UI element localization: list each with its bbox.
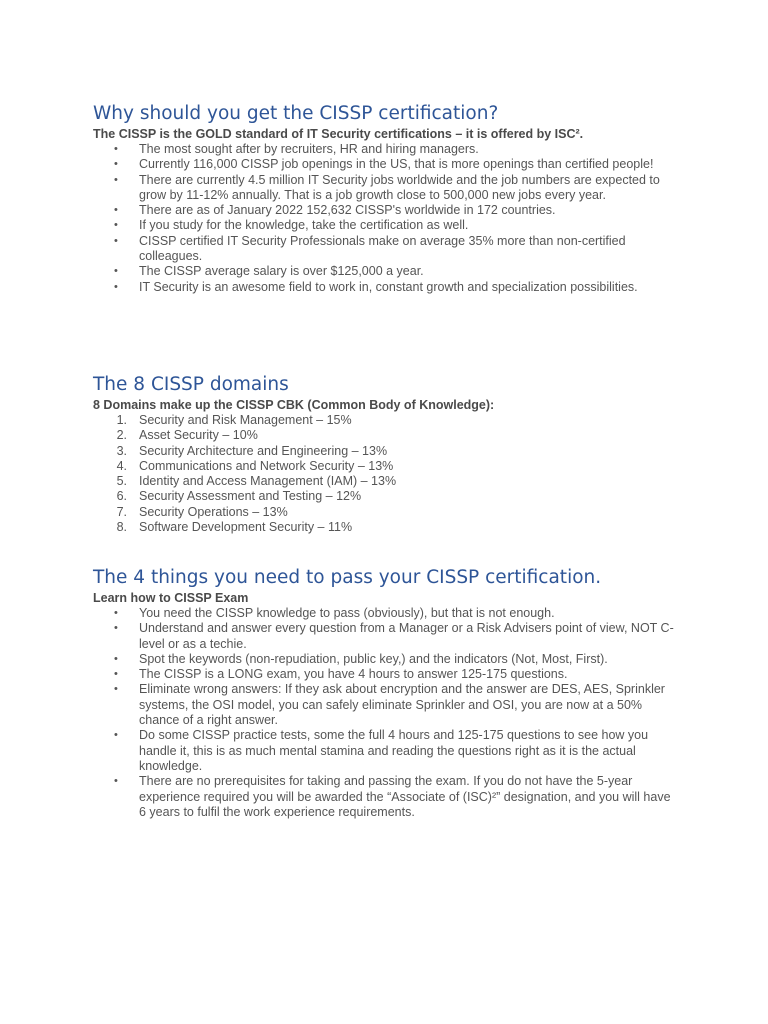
bullet-icon: • xyxy=(114,683,118,696)
section-heading: The 4 things you need to pass your CISSP certification. xyxy=(93,567,602,588)
bullet-list xyxy=(93,142,693,295)
list-item-text: Eliminate wrong answers: If they ask about encryption and the answer are DES, AES, Sprinkler systems, the OSI model, you can safely eliminate Sprinkler and OSI, you are now at a 50% chance of a right answer. xyxy=(139,682,665,728)
bullet-icon: • xyxy=(114,668,118,681)
numbered-list xyxy=(93,413,693,535)
list-number: 4. xyxy=(116,458,127,473)
list-item-text: Security Assessment and Testing – 12% xyxy=(139,489,362,504)
list-item-text: Software Development Security – 11% xyxy=(139,520,353,535)
list-item-text: There are no prerequisites for taking and passing the exam. If you do not have the 5-year experience required you will be awarded the “Associate of (ISC)²” designation, and you will have 6 years to fulfil the work experience requirements. xyxy=(139,774,671,819)
section-lead: 8 Domains make up the CISSP CBK (Common Body of Knowledge): xyxy=(93,398,495,412)
list-item xyxy=(93,173,675,204)
bullet-icon: • xyxy=(114,652,118,665)
list-item xyxy=(93,474,675,489)
list-item-text: Communications and Network Security – 13% xyxy=(139,458,394,473)
list-item-text: There are currently 4.5 million IT Security jobs worldwide and the job numbers are expected to grow by 11-12% annually. That is a job growth close to 500,000 new jobs every year. xyxy=(139,172,660,202)
bullet-list xyxy=(93,606,693,820)
list-item-text: Asset Security – 10% xyxy=(139,428,258,443)
list-number: 8. xyxy=(116,520,127,535)
list-item xyxy=(93,728,675,774)
list-item-text: There are as of January 2022 152,632 CISSP's worldwide in 172 countries. xyxy=(139,203,556,218)
list-item-text: Identity and Access Management (IAM) – 13% xyxy=(139,474,397,489)
section-heading: Why should you get the CISSP certification? xyxy=(93,103,499,124)
list-item xyxy=(93,459,675,474)
list-item xyxy=(93,413,675,428)
bullet-icon: • xyxy=(114,280,118,293)
bullet-icon: • xyxy=(114,729,118,742)
list-item-text: Currently 116,000 CISSP job openings in the US, that is more openings than certified people! xyxy=(139,157,654,172)
list-item-text: The most sought after by recruiters, HR and hiring managers. xyxy=(139,142,479,156)
bullet-icon: • xyxy=(114,158,118,171)
section-lead: The CISSP is the GOLD standard of IT Security certifications – it is offered by ISC². xyxy=(93,127,584,141)
section-why-cissp xyxy=(93,102,693,295)
list-item xyxy=(93,621,675,652)
list-item xyxy=(93,142,675,157)
list-item xyxy=(93,280,675,295)
list-item-text: Do some CISSP practice tests, some the full 4 hours and 125-175 questions to see how you handle it, this is as much mental stamina and reading the questions right as it is the actual knowledge. xyxy=(139,728,649,773)
list-number: 6. xyxy=(116,489,127,504)
list-item-text: Spot the keywords (non-repudiation, public key,) and the indicators (Not, Most, First). xyxy=(139,651,608,666)
list-number: 3. xyxy=(116,443,127,458)
list-item-text: Security Architecture and Engineering – 13% xyxy=(139,443,388,458)
list-item xyxy=(93,606,675,621)
list-item xyxy=(93,667,675,682)
list-item xyxy=(93,444,675,459)
list-item xyxy=(93,652,675,667)
list-number: 2. xyxy=(116,428,127,443)
list-item xyxy=(93,203,675,218)
bullet-icon: • xyxy=(114,265,118,278)
list-item xyxy=(93,157,675,172)
list-item xyxy=(93,682,675,728)
list-item-text: The CISSP average salary is over $125,000 a year. xyxy=(139,264,424,279)
list-item-text: CISSP certified IT Security Professionals make on average 35% more than non-certified colleagues. xyxy=(139,233,626,264)
list-item-text: You need the CISSP knowledge to pass (obviously), but that is not enough. xyxy=(139,606,555,620)
list-number: 5. xyxy=(116,474,127,489)
list-number: 1. xyxy=(116,413,127,427)
list-item-text: Security Operations – 13% xyxy=(139,504,288,519)
list-item xyxy=(93,774,675,820)
bullet-icon: • xyxy=(114,143,118,155)
list-item xyxy=(93,264,675,279)
bullet-icon: • xyxy=(114,219,118,232)
list-item xyxy=(93,489,675,504)
bullet-icon: • xyxy=(114,622,118,635)
list-item xyxy=(93,218,675,233)
bullet-icon: • xyxy=(114,234,118,247)
bullet-icon: • xyxy=(114,607,118,619)
section-heading: The 8 CISSP domains xyxy=(93,374,289,395)
list-item xyxy=(93,520,675,535)
list-item-text: The CISSP is a LONG exam, you have 4 hours to answer 125-175 questions. xyxy=(139,667,568,682)
bullet-icon: • xyxy=(114,775,118,788)
list-item-text: Understand and answer every question from a Manager or a Risk Advisers point of view, NOT C-level or as a techie. xyxy=(139,621,674,651)
section-domains xyxy=(93,373,693,535)
section-lead: Learn how to CISSP Exam xyxy=(93,591,249,605)
list-item xyxy=(93,428,675,443)
bullet-icon: • xyxy=(114,173,118,186)
list-item-text: IT Security is an awesome field to work in, constant growth and specialization possibilities. xyxy=(139,279,638,294)
list-item xyxy=(93,505,675,520)
list-item xyxy=(93,234,675,265)
list-item-text: If you study for the knowledge, take the certification as well. xyxy=(139,218,469,233)
list-number: 7. xyxy=(116,504,127,519)
bullet-icon: • xyxy=(114,204,118,217)
section-four-things xyxy=(93,566,693,820)
list-item-text: Security and Risk Management – 15% xyxy=(139,413,352,427)
